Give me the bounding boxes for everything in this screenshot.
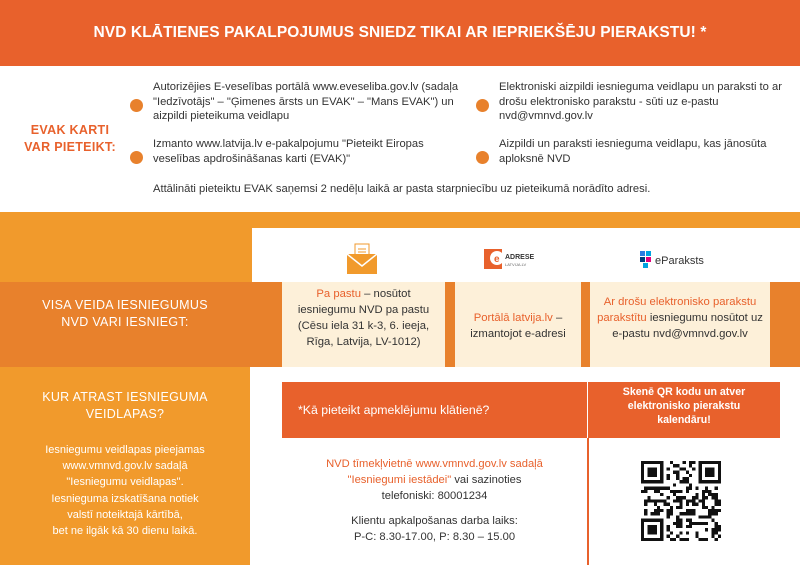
qr-instructions [590,385,778,427]
contact-info [282,456,587,504]
hours-title: Klientu apkalpošanas darba laiks: [351,515,518,527]
find-title-line2: VEIDLAPAS? [85,407,165,421]
portal-option-highlight: Portālā latvija.lv [473,312,553,324]
esign-option-highlight: Ar drošu elektronisko parakstu parakstītu [597,296,757,324]
evak-label-line2: VAR PIETEIKT: [24,140,116,154]
find-line: bet ne ilgāk kā 30 dienu laikā. [52,525,198,538]
qr-line: Skenē QR kodu un atver [622,386,746,398]
contact-text-1: vai sazinoties [451,474,522,486]
adrese-logo-text: ADRESE [505,254,535,261]
post-option-cell [282,282,445,367]
bullet-icon [476,99,489,112]
hours-value: P-C: 8.30-17.00, P: 8.30 – 15.00 [353,531,516,543]
envelope-icon [345,242,379,276]
evak-footer-note: Attālināti pieteiktu EVAK saņemsi 2 nedēļu laikā ar pasta starpniecību uz pieteikumā norādīto adresi. [153,183,651,195]
post-option-highlight: Pa pastu [316,288,361,300]
post-option-text: – nosūtot iesniegumu NVD pa pastu (Cēsu iela 31 k-3, 6. ieeja, Rīga, Latvija, LV-1012) [297,288,430,348]
find-line: Iesnieguma izskatīšana notiek [51,492,199,505]
evak-label [14,122,126,156]
eparaksts-logo-icon [640,248,730,270]
adrese-logo-sub: LATVIJA.LV [505,262,527,267]
header-title: NVD KLĀTIENES PAKALPOJUMUS SNIEDZ TIKAI AR IEPRIEKŠĒJU PIERAKSTU! * [93,24,707,41]
evak-option-1: Autorizējies E-veselības portālā www.eveseliba.gov.lv (sadaļa "Iedzīvotājs" – "Ģimenes ārsts un EVAK" – "Mans EVAK") un aizpildi pieteikuma veidlapu [153,81,459,122]
opening-hours [282,513,587,545]
contact-phone: telefoniski: 80001234 [381,490,488,502]
evak-label-line1: EVAK KARTI [30,123,110,137]
find-line: "Iesniegumu veidlapas". [66,476,184,489]
submit-label-line1: VISA VEIDA IESNIEGUMUS [42,298,208,312]
find-title [20,389,230,423]
svg-text:e: e [494,254,500,265]
find-description [20,442,230,539]
visit-title: *Kā pieteikt apmeklējumu klātienē? [298,403,490,417]
submit-label-line2: NVD VARI IESNIEGT: [61,315,189,329]
find-line: Iesniegumu veidlapas pieejamas [45,444,205,456]
evak-option-2: Izmanto www.latvija.lv e-pakalpojumu "Pieteikt Eiropas veselības apdrošināšanas karti (EVAK)" [153,138,424,165]
esign-option-text: iesniegumu nosūtot uz e-pastu nvd@vmnvd.gov.lv [612,312,763,340]
bullet-icon [476,151,489,164]
portal-option-cell [455,282,581,367]
submit-label [30,297,220,331]
qr-code[interactable] [641,461,721,541]
bullet-icon [130,99,143,112]
qr-line: kalendāru! [657,414,711,426]
find-line: valstī noteiktajā kārtībā, [67,508,183,521]
find-line: www.vmnvd.gov.lv sadaļā [62,460,188,473]
evak-option-3: Elektroniski aizpildi iesnieguma veidlapu un paraksti to ar drošu elektronisko parakstu - sūti uz e-pastu nvd@vmnvd.gov.lv [499,81,782,122]
eparaksts-logo-text: eParaksts [655,255,704,267]
contact-highlight-1: NVD tīmekļvietnē www.vmnvd.gov.lv sadaļā [326,458,543,470]
evak-option-4: Aizpildi un paraksti iesnieguma veidlapu, kas jānosūta aploksnē NVD [499,138,767,165]
bullet-icon [130,151,143,164]
vertical-divider [587,438,589,565]
esign-option-cell [590,282,770,367]
divider-band [0,212,800,228]
e-adrese-logo-icon [484,245,548,273]
header-banner [0,0,800,66]
visit-header [282,382,587,438]
contact-highlight-2: "Iesniegumi iestādei" [347,474,452,486]
qr-line: elektronisko pierakstu [627,400,741,412]
portal-option-text: – izmantojot e-adresi [470,312,566,340]
find-title-line1: KUR ATRAST IESNIEGUMA [42,390,208,404]
